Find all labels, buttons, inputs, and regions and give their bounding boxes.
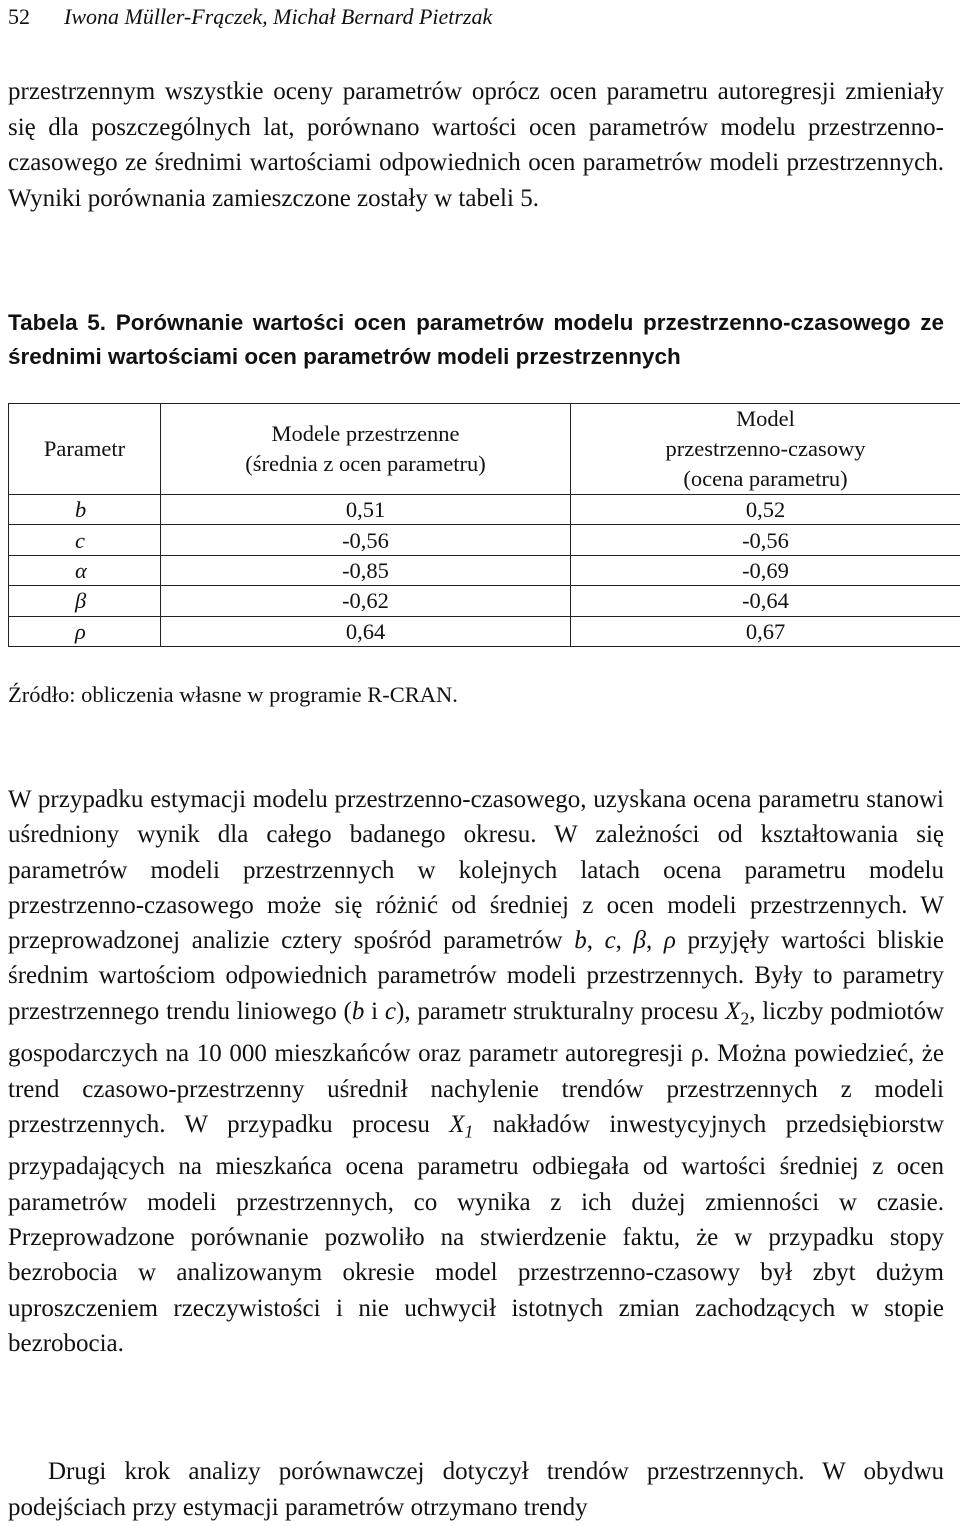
table-row — [9, 616, 960, 646]
table-caption: Tabela 5. Porównanie wartości ocen parametrów modelu przestrzenno-czasowego ze średnimi wartościami ocen parametrów modeli przestrzennych — [8, 310, 944, 369]
header-spatial-line1: Modele przestrzenne — [271, 421, 460, 446]
header-spatial-models — [161, 404, 571, 495]
math-var: c — [384, 997, 397, 1025]
paragraph-discussion — [8, 782, 944, 1361]
text-run: nakładów inwestycyjnych przedsiębiorstw przypadających na mieszkańca ocena parametru odbiegała od wartości średniej z ocen parametrów modeli przestrzennych, co wynika z ich dużej zmienności w czasie. Przeprowadzone porównanie pozwoliło na stwierdzenie faktu, że w przypadku stopy bezrobocia w analizowanym okresie model przestrzenno-czasowy był zbyt dużym uproszczeniem rzeczywistości i nie uchwycił istotnych zmian zachodzących w stopie bezrobocia. — [8, 1110, 944, 1357]
header-st-line2: przestrzenno-czasowy — [665, 436, 866, 461]
math-var: X — [725, 997, 741, 1025]
header-parameter: Parametr — [9, 404, 161, 495]
table-row — [9, 525, 960, 555]
header-st-line3: (ocena parametru) — [683, 466, 848, 491]
running-header — [8, 2, 944, 32]
param-cell: ρ — [9, 616, 161, 646]
spatiotemporal-cell: -0,69 — [571, 555, 960, 585]
text-run: , — [646, 927, 664, 955]
running-header-authors: Iwona Müller-Frączek, Michał Bernard Pietrzak — [64, 4, 493, 29]
param-cell: c — [9, 525, 161, 555]
table-row — [9, 555, 960, 585]
text-run: i — [364, 997, 385, 1025]
param-cell: b — [9, 495, 161, 525]
text-run: przyjęły wartości bliskie średnim wartościom odpowiednich parametrów modeli przestrzennych. Były to parametry przestrzennego trendu liniowego ( — [8, 927, 945, 1025]
spatiotemporal-cell: 0,52 — [571, 495, 960, 525]
spatial-mean-cell: -0,62 — [161, 586, 571, 616]
math-subscript: 1 — [464, 1121, 474, 1142]
text-run: ), parametr strukturalny procesu — [396, 997, 726, 1025]
text-run: W przypadku estymacji modelu przestrzenno-czasowego, uzyskana ocena parametru stanowi uśredniony wynik dla całego badanego okresu. W zależności od kształtowania się parametrów modeli przestrzennych w kolejnych latach ocena parametru modelu przestrzenno-czasowego może się różnić od średniej z ocen modeli przestrzennych. W przeprowadzonej analizie cztery spośród parametrów — [8, 786, 944, 955]
table-row — [9, 586, 960, 616]
math-var: X — [449, 1110, 465, 1138]
text-run: , liczby podmiotów gospodarczych na 10 000 mieszkańców oraz parametr autoregresji ρ. Można powiedzieć, że trend czasowo-przestrzenny uśrednił nachylenie trendów przestrzennych z modeli przestrzennych. W przypadku procesu — [8, 997, 944, 1138]
comparison-table — [8, 403, 960, 647]
spatial-mean-cell: 0,64 — [161, 616, 571, 646]
header-st-line1: Model — [736, 406, 795, 431]
math-var: c — [604, 927, 616, 955]
text-run: , — [586, 927, 605, 955]
table-row — [9, 495, 960, 525]
spatial-mean-cell: -0,85 — [161, 555, 571, 585]
text-run: , — [615, 927, 634, 955]
math-subscript: 2 — [740, 1008, 750, 1029]
spatial-mean-cell: 0,51 — [161, 495, 571, 525]
header-spatiotemporal-model — [571, 404, 960, 495]
spatial-mean-cell: -0,56 — [161, 525, 571, 555]
spatiotemporal-cell: -0,56 — [571, 525, 960, 555]
table-source-note: Źródło: obliczenia własne w programie R-CRAN. — [8, 682, 458, 707]
page-number: 52 — [8, 4, 30, 29]
param-cell: α — [9, 555, 161, 585]
param-cell: β — [9, 586, 161, 616]
spatiotemporal-cell: -0,64 — [571, 586, 960, 616]
math-var: β — [633, 927, 646, 955]
paragraph-intro: przestrzennym wszystkie oceny parametrów oprócz ocen parametru autoregresji zmieniały się dla poszczególnych lat, porównano wartości ocen parametrów modelu przestrzenno-czasowego ze średnimi wartościami odpowiednich ocen parametrów modeli przestrzennych. Wyniki porównania zamieszczone zostały w tabeli 5. — [8, 78, 944, 212]
math-var: b — [351, 997, 365, 1025]
header-spatial-line2: (średnia z ocen parametru) — [245, 451, 486, 476]
math-var: b — [574, 927, 587, 955]
spatiotemporal-cell: 0,67 — [571, 616, 960, 646]
math-var: ρ — [663, 927, 676, 955]
table-header-row — [9, 404, 960, 495]
paragraph-next: Drugi krok analizy porównawczej dotyczył trendów przestrzennych. W obydwu podejściach przy estymacji parametrów otrzymano trendy — [8, 1458, 944, 1521]
